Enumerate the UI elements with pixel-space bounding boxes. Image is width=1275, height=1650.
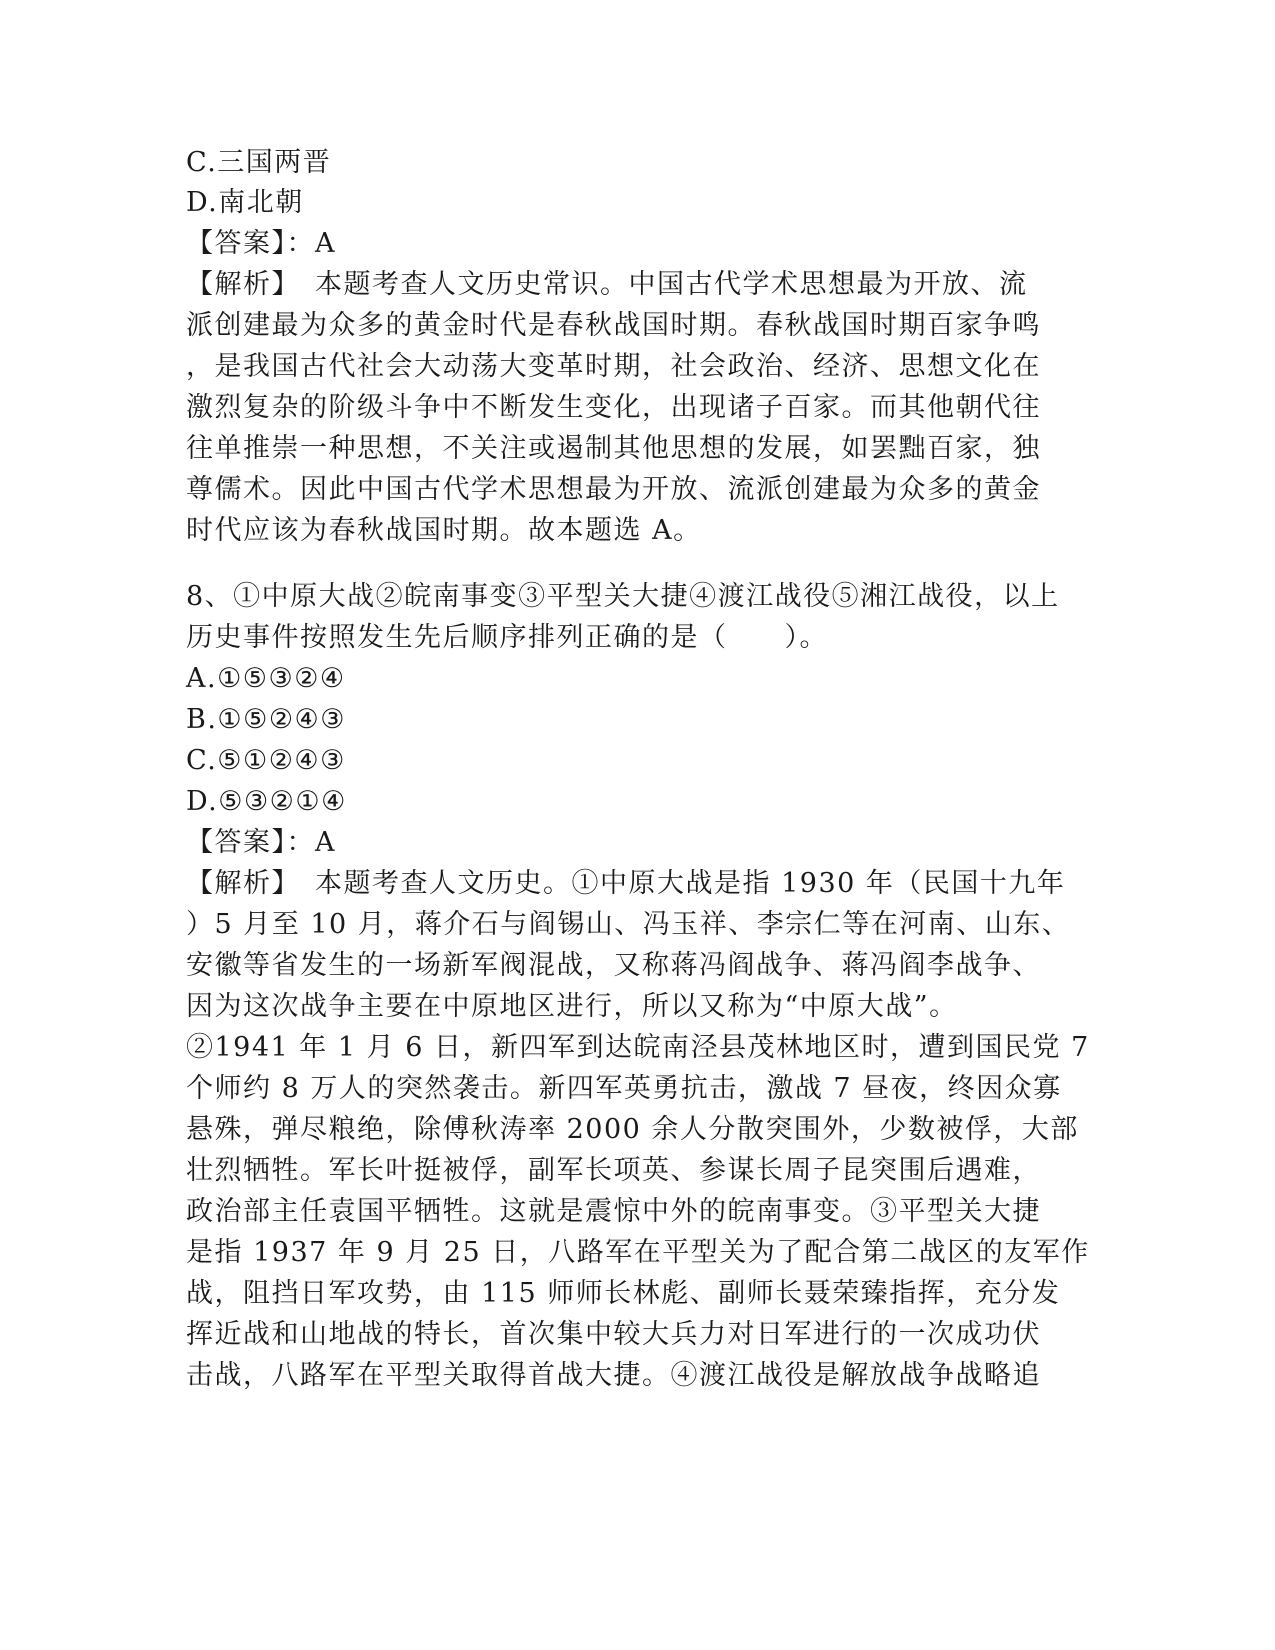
analysis-line: ）5 月至 10 月，蒋介石与阎锡山、冯玉祥、李宗仁等在河南、山东、 [186,909,1071,940]
option-a: A.①⑤③②④ [186,663,346,694]
analysis-line: ，是我国古代社会大动荡大变革时期，社会政治、经济、思想文化在 [186,351,1041,382]
option-d: D.南北朝 [186,187,304,218]
analysis-line: 战，阻挡日军攻势，由 115 师师长林彪、副师长聂荣臻指挥，充分发 [186,1278,1061,1309]
analysis-line: 派创建最为众多的黄金时代是春秋战国时期。春秋战国时期百家争鸣 [186,310,1041,341]
question-stem: 8、①中原大战②皖南事变③平型关大捷④渡江战役⑤湘江战役，以上 [186,581,1060,612]
analysis-line: 安徽等省发生的一场新军阀混战，又称蒋冯阎战争、蒋冯阎李战争、 [186,950,1041,981]
option-b: B.①⑤②④③ [186,704,346,735]
analysis-line: 政治部主任袁国平牺牲。这就是震惊中外的皖南事变。③平型关大捷 [186,1196,1041,1227]
analysis-line: ②1941 年 1 月 6 日，新四军到达皖南泾县茂林地区时，遭到国民党 7 [186,1032,1090,1063]
analysis-line: 击战，八路军在平型关取得首战大捷。④渡江战役是解放战争战略追 [186,1360,1041,1391]
option-d: D.⑤③②①④ [186,786,347,817]
analysis-line: 挥近战和山地战的特长，首次集中较大兵力对日军进行的一次成功伏 [186,1319,1041,1350]
option-c: C.⑤①②④③ [186,745,346,776]
answer-line: 【答案】：A [186,827,336,858]
question-stem: 历史事件按照发生先后顺序排列正确的是（ ）。 [186,622,828,653]
analysis-line: 时代应该为春秋战国时期。故本题选 A。 [186,515,702,546]
analysis-line: 悬殊，弹尽粮绝，除傅秋涛率 2000 余人分散突围外，少数被俘，大部 [186,1114,1079,1145]
option-c: C.三国两晋 [186,147,332,178]
analysis-line: 是指 1937 年 9 月 25 日，八路军在平型关为了配合第二战区的友军作 [186,1237,1090,1268]
answer-line: 【答案】：A [186,228,336,259]
analysis-line: 激烈复杂的阶级斗争中不断发生变化，出现诸子百家。而其他朝代往 [186,392,1041,423]
analysis-line: 壮烈牺牲。军长叶挺被俘，副军长项英、参谋长周子昆突围后遇难， [186,1155,1041,1186]
analysis-line: 个师约 8 万人的突然袭击。新四军英勇抗击，激战 7 昼夜，终因众寡 [186,1073,1062,1104]
analysis-line: 因为这次战争主要在中原地区进行，所以又称为“中原大战”。 [186,991,958,1022]
analysis-line: 【解析】 本题考查人文历史。①中原大战是指 1930 年（民国十九年 [186,868,1066,899]
analysis-line: 尊儒术。因此中国古代学术思想最为开放、流派创建最为众多的黄金 [186,474,1041,505]
analysis-line: 往单推崇一种思想，不关注或遏制其他思想的发展，如罢黜百家，独 [186,433,1041,464]
analysis-line: 【解析】 本题考查人文历史常识。中国古代学术思想最为开放、流 [186,269,1028,300]
